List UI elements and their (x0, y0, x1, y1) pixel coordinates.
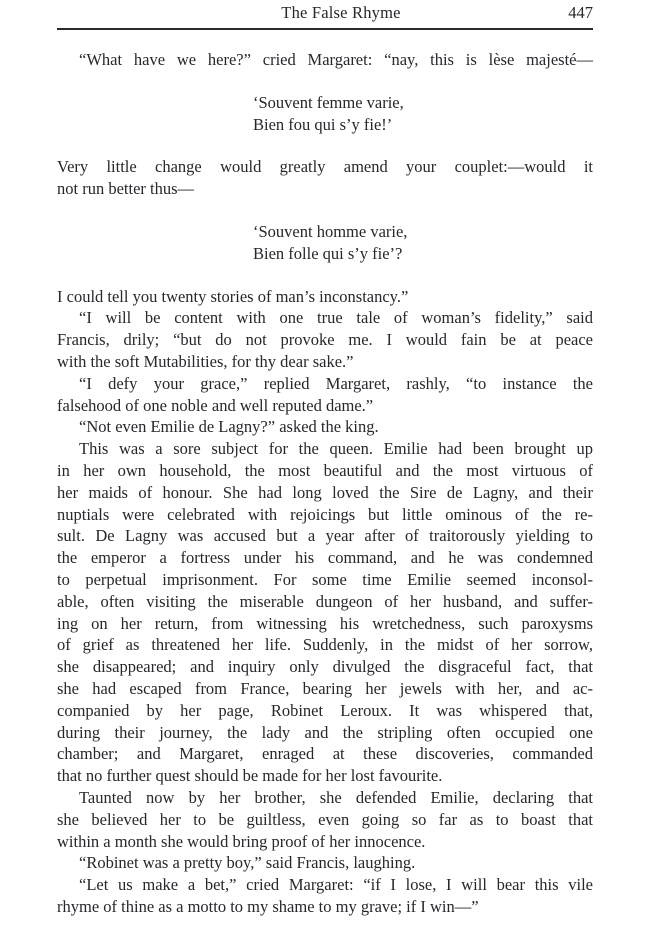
paragraph (57, 787, 593, 852)
text-line: Francis, drily; “but do not provoke me. I would fain be at peace (57, 330, 593, 350)
text-line: not run better thus— (57, 179, 195, 199)
paragraph (57, 416, 593, 438)
text-line: of grief as threatened her life. Suddenly, in the midst of her sorrow, (57, 635, 593, 655)
text-line: able, often visiting the miserable dungeon of her husband, and suffer- (57, 591, 593, 611)
verse-line: ‘Souvent homme varie, (253, 221, 408, 241)
verse-line: ‘Souvent femme varie, (253, 92, 404, 112)
paragraph (57, 286, 593, 308)
text-line: to perpetual imprisonment. For some time Emilie seemed inconsol- (57, 569, 593, 589)
text-line: “Not even Emilie de Lagny?” asked the king. (79, 417, 379, 437)
text-line: “I defy your grace,” replied Margaret, rashly, “to instance the (79, 373, 593, 393)
text-line: during their journey, the lady and the stripling often occupied one (57, 722, 593, 742)
paragraph (57, 307, 593, 372)
paragraph (57, 852, 593, 874)
paragraph (57, 874, 593, 918)
text-line: that no further quest should be made for her lost favourite. (57, 766, 443, 786)
text-line: Very little change would greatly amend your couplet:—would it (57, 157, 593, 177)
text-line: with the soft Mutabilities, for thy dear sake.” (57, 351, 354, 371)
text-line: “Let us make a bet,” cried Margaret: “if I lose, I will bear this vile (79, 875, 593, 895)
text-line: nuptials were celebrated with rejoicings but little ominous of the re- (57, 504, 593, 524)
verse-block (253, 92, 593, 136)
page-number: 447 (568, 3, 593, 22)
text-line: Taunted now by her brother, she defended Emilie, declaring that (79, 787, 593, 807)
text-line: companied by her page, Robinet Leroux. It was whispered that, (57, 700, 593, 720)
text-line: This was a sore subject for the queen. Emilie had been brought up (79, 439, 593, 459)
verse-line: Bien fou qui s’y fie!’ (253, 114, 393, 134)
text-line: she had escaped from France, bearing her jewels with her, and ac- (57, 678, 593, 698)
text-line: “Robinet was a pretty boy,” said Francis, laughing. (79, 853, 416, 873)
header-rule (57, 28, 593, 30)
text-line: ing on her return, from witnessing his wretchedness, such paroxysms (57, 613, 593, 633)
text-line: “I will be content with one true tale of woman’s fidelity,” said (79, 308, 593, 328)
running-head: The False Rhyme (281, 3, 401, 22)
text-line: in her own household, the most beautiful and the most virtuous of (57, 460, 593, 480)
text-line: rhyme of thine as a motto to my shame to my grave; if I win—” (57, 896, 479, 916)
text-line: the emperor a fortress under his command, and he was condemned (57, 548, 593, 568)
verse-line: Bien folle qui s’y fie’? (253, 243, 403, 263)
text-line: her maids of honour. She had long loved the Sire de Lagny, and their (57, 482, 593, 502)
page-body (57, 49, 593, 918)
text-line: “What have we here?” cried Margaret: “nay, this is lèse majesté— (79, 50, 593, 69)
verse-block (253, 221, 593, 265)
text-line: I could tell you twenty stories of man’s inconstancy.” (57, 286, 409, 306)
paragraph (57, 438, 593, 787)
text-line: she believed her to be guiltless, even going so far as to boast that (57, 809, 593, 829)
paragraph (57, 49, 593, 71)
text-line: falsehood of one noble and well reputed dame.” (57, 395, 374, 415)
text-line: sult. De Lagny was accused but a year after of traitorously yielding to (57, 526, 593, 546)
paragraph (57, 373, 593, 417)
paragraph (57, 156, 593, 200)
text-line: chamber; and Margaret, enraged at these discoveries, commanded (57, 744, 593, 764)
page-header (57, 0, 593, 25)
text-line: within a month she would bring proof of her innocence. (57, 831, 426, 851)
text-line: she disappeared; and inquiry only divulged the disgraceful fact, that (57, 657, 593, 677)
